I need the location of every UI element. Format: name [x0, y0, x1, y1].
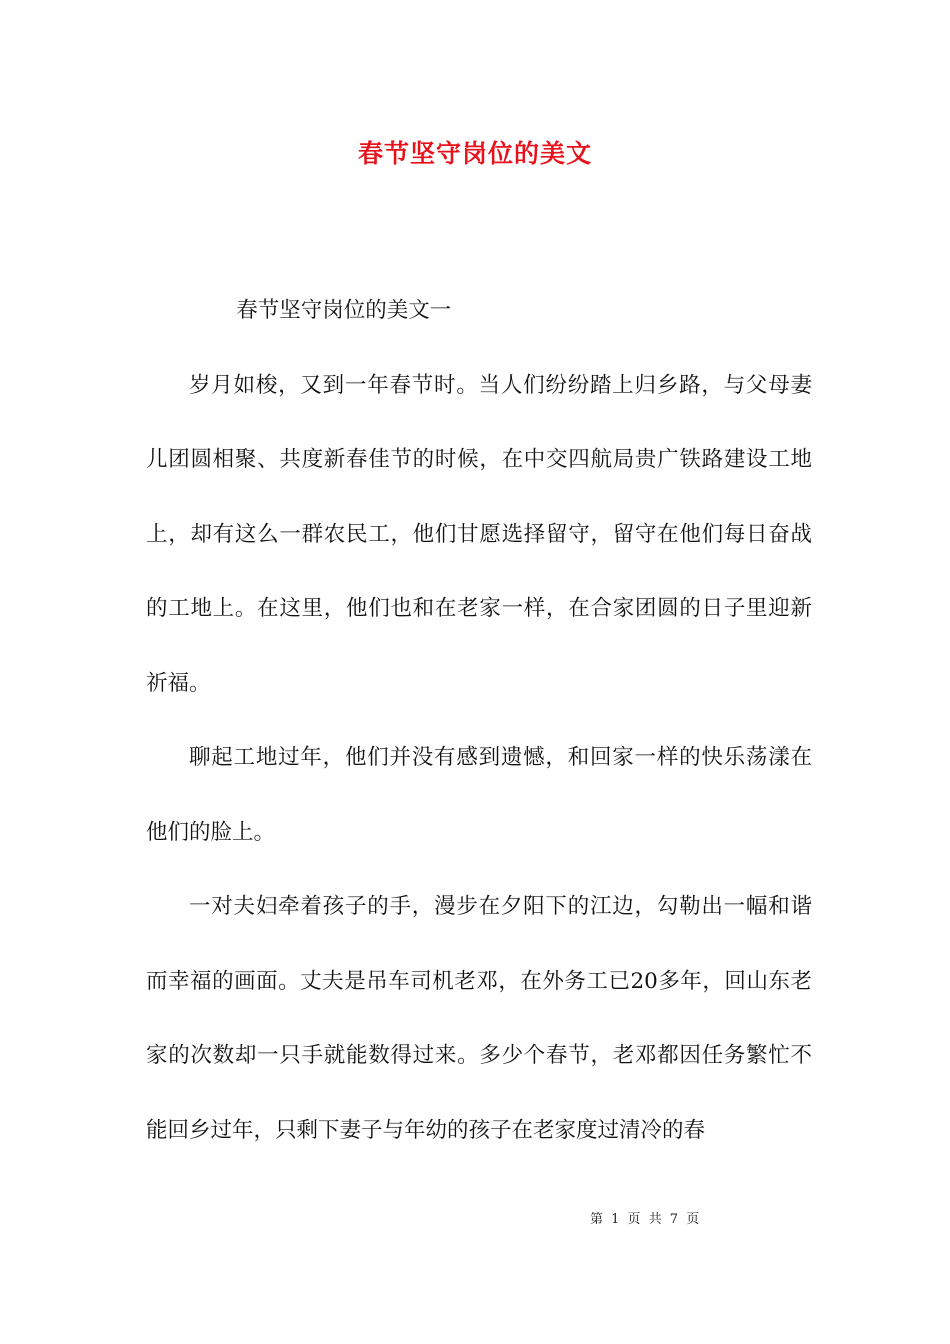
page-number-footer: 第 1 页 共 7 页 [590, 1212, 702, 1227]
section-subtitle: 春节坚守岗位的美文一 [236, 298, 452, 323]
paragraph-2: 聊起工地过年，他们并没有感到遗憾，和回家一样的快乐荡漾在他们的脸上。 [146, 745, 812, 845]
document-title: 春节坚守岗位的美文 [357, 139, 592, 168]
paragraph-3: 一对夫妇牵着孩子的手，漫步在夕阳下的江边，勾勒出一幅和谐而幸福的画面。丈夫是吊车司机老邓，在外务工已20多年，回山东老家的次数却一只手就能数得过来。多少个春节，老邓都因任务繁忙不能回乡过年，只剩下妻子与年幼的孩子在老家度过清冷的春 [146, 894, 812, 1143]
document-body [146, 274, 812, 1168]
paragraph-1: 岁月如梭，又到一年春节时。当人们纷纷踏上归乡路，与父母妻儿团圆相聚、共度新春佳节的时候，在中交四航局贵广铁路建设工地上，却有这么一群农民工，他们甘愿选择留守，留守在他们每日奋战的工地上。在这里，他们也和在老家一样，在合家团圆的日子里迎新祈福。 [146, 372, 812, 696]
